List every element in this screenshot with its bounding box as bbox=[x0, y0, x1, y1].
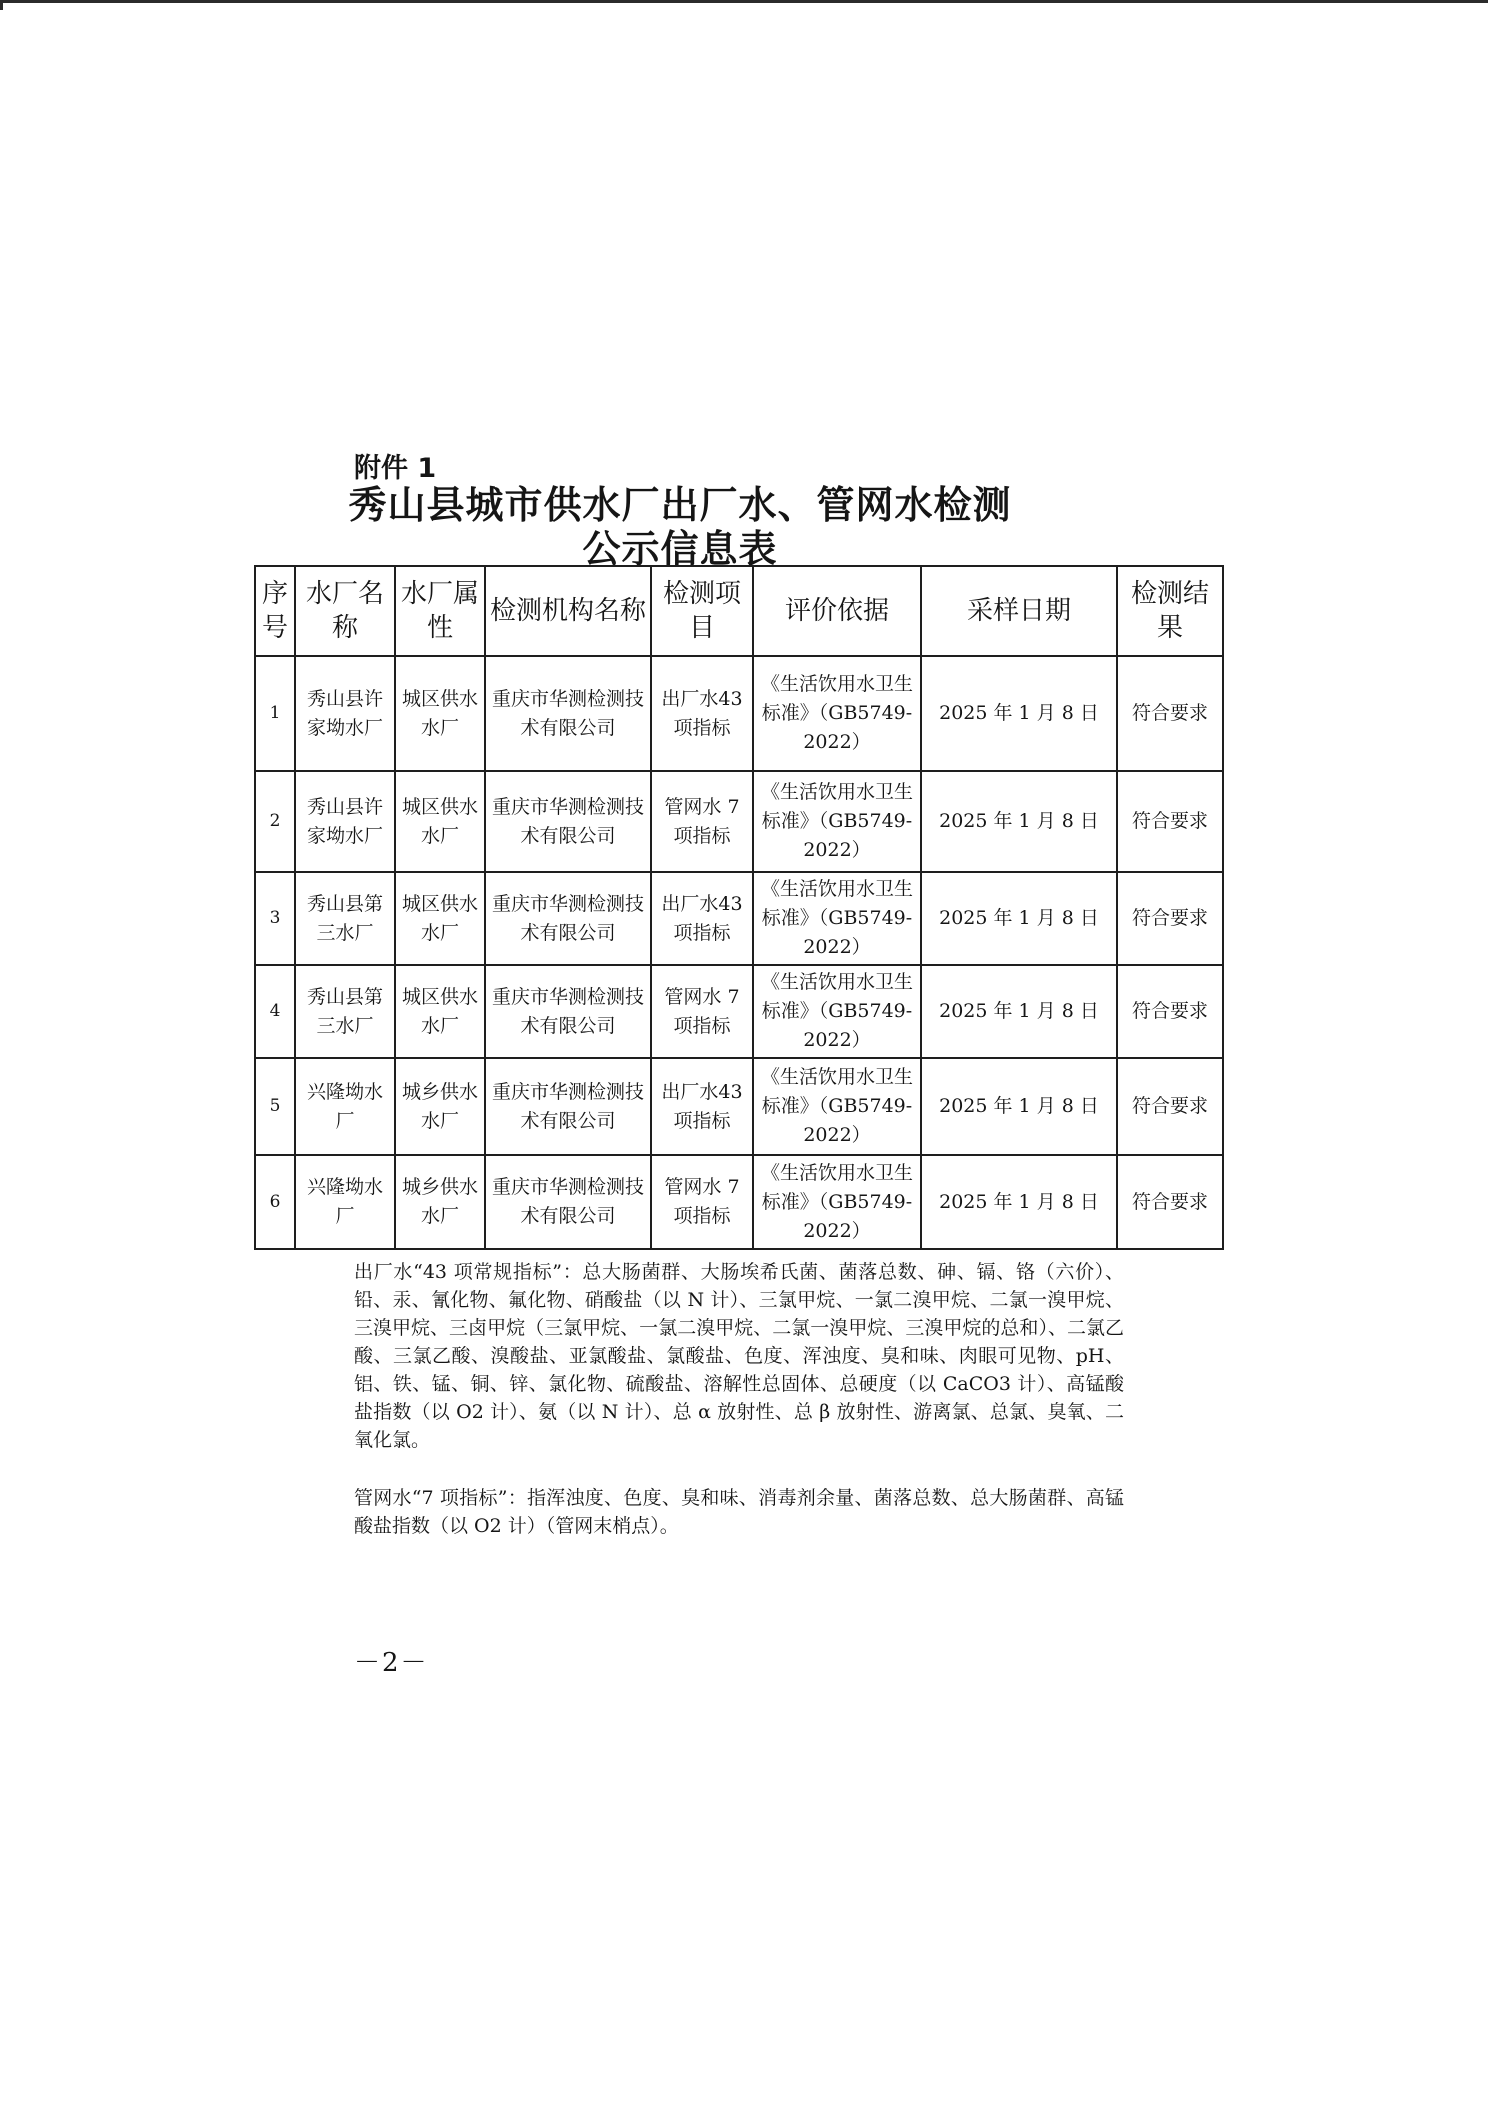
cell-plant: 兴隆坳水厂 bbox=[295, 1058, 395, 1155]
cell-plant: 秀山县第三水厂 bbox=[295, 965, 395, 1058]
column-header-basis: 评价依据 bbox=[753, 566, 921, 656]
table-row bbox=[255, 771, 1223, 872]
table-row bbox=[255, 965, 1223, 1058]
cell-result: 符合要求 bbox=[1117, 872, 1223, 965]
cell-no: 5 bbox=[255, 1058, 295, 1155]
cell-org: 重庆市华测检测技术有限公司 bbox=[485, 965, 651, 1058]
page-number: －2－ bbox=[354, 1648, 429, 1678]
cell-date: 2025 年 1 月 8 日 bbox=[921, 1058, 1117, 1155]
cell-no: 1 bbox=[255, 656, 295, 771]
cell-attr: 城乡供水水厂 bbox=[395, 1155, 485, 1249]
scan-edge-top bbox=[0, 0, 1488, 3]
column-header-item: 检测项目 bbox=[651, 566, 753, 656]
table-row bbox=[255, 1058, 1223, 1155]
cell-date: 2025 年 1 月 8 日 bbox=[921, 771, 1117, 872]
column-header-org: 检测机构名称 bbox=[485, 566, 651, 656]
table-row bbox=[255, 872, 1223, 965]
cell-date: 2025 年 1 月 8 日 bbox=[921, 656, 1117, 771]
cell-attr: 城乡供水水厂 bbox=[395, 1058, 485, 1155]
cell-attr: 城区供水水厂 bbox=[395, 771, 485, 872]
cell-date: 2025 年 1 月 8 日 bbox=[921, 965, 1117, 1058]
scan-edge-left bbox=[0, 0, 3, 10]
cell-org: 重庆市华测检测技术有限公司 bbox=[485, 656, 651, 771]
column-header-plant: 水厂名称 bbox=[295, 566, 395, 656]
cell-item: 出厂水43项指标 bbox=[651, 1058, 753, 1155]
cell-result: 符合要求 bbox=[1117, 1155, 1223, 1249]
cell-org: 重庆市华测检测技术有限公司 bbox=[485, 1058, 651, 1155]
cell-item: 管网水 7 项指标 bbox=[651, 965, 753, 1058]
cell-no: 6 bbox=[255, 1155, 295, 1249]
cell-result: 符合要求 bbox=[1117, 1058, 1223, 1155]
cell-basis: 《生活饮用水卫生标准》（GB5749-2022） bbox=[753, 1058, 921, 1155]
cell-attr: 城区供水水厂 bbox=[395, 965, 485, 1058]
cell-item: 出厂水43项指标 bbox=[651, 872, 753, 965]
cell-item: 管网水 7 项指标 bbox=[651, 771, 753, 872]
table-row bbox=[255, 656, 1223, 771]
table-row bbox=[255, 1155, 1223, 1249]
cell-no: 4 bbox=[255, 965, 295, 1058]
page-title-line2: 公示信息表 bbox=[582, 527, 778, 571]
cell-item: 管网水 7 项指标 bbox=[651, 1155, 753, 1249]
cell-attr: 城区供水水厂 bbox=[395, 656, 485, 771]
column-header-no: 序号 bbox=[255, 566, 295, 656]
cell-org: 重庆市华测检测技术有限公司 bbox=[485, 771, 651, 872]
attachment-label: 附件 1 bbox=[354, 453, 437, 484]
note-network-water: 管网水“7 项指标”：指浑浊度、色度、臭和味、消毒剂余量、菌落总数、总大肠菌群、高锰酸盐指数（以 O2 计）（管网末梢点）。 bbox=[354, 1487, 1124, 1537]
cell-org: 重庆市华测检测技术有限公司 bbox=[485, 872, 651, 965]
cell-basis: 《生活饮用水卫生标准》（GB5749-2022） bbox=[753, 771, 921, 872]
cell-no: 3 bbox=[255, 872, 295, 965]
cell-result: 符合要求 bbox=[1117, 656, 1223, 771]
cell-result: 符合要求 bbox=[1117, 965, 1223, 1058]
inspection-table bbox=[254, 565, 1224, 1250]
cell-plant: 秀山县许家坳水厂 bbox=[295, 771, 395, 872]
page-title-line1: 秀山县城市供水厂出厂水、管网水检测 bbox=[348, 483, 1012, 527]
cell-basis: 《生活饮用水卫生标准》（GB5749-2022） bbox=[753, 872, 921, 965]
column-header-date: 采样日期 bbox=[921, 566, 1117, 656]
cell-plant: 秀山县第三水厂 bbox=[295, 872, 395, 965]
cell-org: 重庆市华测检测技术有限公司 bbox=[485, 1155, 651, 1249]
cell-basis: 《生活饮用水卫生标准》（GB5749-2022） bbox=[753, 1155, 921, 1249]
table-header-row bbox=[255, 566, 1223, 656]
cell-item: 出厂水43项指标 bbox=[651, 656, 753, 771]
cell-result: 符合要求 bbox=[1117, 771, 1223, 872]
note-factory-water: 出厂水“43 项常规指标”：总大肠菌群、大肠埃希氏菌、菌落总数、砷、镉、铬（六价）、铅、汞、氰化物、氟化物、硝酸盐（以 N 计）、三氯甲烷、一氯二溴甲烷、二氯一溴甲烷、三溴甲烷、三卤甲烷（三氯甲烷、一氯二溴甲烷、二氯一溴甲烷、三溴甲烷的总和）、二氯乙酸、三氯乙酸、溴酸盐、亚氯酸盐、氯酸盐、色度、浑浊度、臭和味、肉眼可见物、pH、铝、铁、锰、铜、锌、氯化物、硫酸盐、溶解性总固体、总硬度（以 CaCO3 计）、高锰酸盐指数（以 O2 计）、氨（以 N 计）、总 α 放射性、总 β 放射性、游离氯、总氯、臭氧、二氧化氯。 bbox=[354, 1261, 1124, 1451]
cell-basis: 《生活饮用水卫生标准》（GB5749-2022） bbox=[753, 965, 921, 1058]
cell-date: 2025 年 1 月 8 日 bbox=[921, 872, 1117, 965]
cell-date: 2025 年 1 月 8 日 bbox=[921, 1155, 1117, 1249]
cell-attr: 城区供水水厂 bbox=[395, 872, 485, 965]
column-header-result: 检测结果 bbox=[1117, 566, 1223, 656]
cell-basis: 《生活饮用水卫生标准》（GB5749-2022） bbox=[753, 656, 921, 771]
column-header-attr: 水厂属性 bbox=[395, 566, 485, 656]
cell-plant: 秀山县许家坳水厂 bbox=[295, 656, 395, 771]
cell-plant: 兴隆坳水厂 bbox=[295, 1155, 395, 1249]
cell-no: 2 bbox=[255, 771, 295, 872]
